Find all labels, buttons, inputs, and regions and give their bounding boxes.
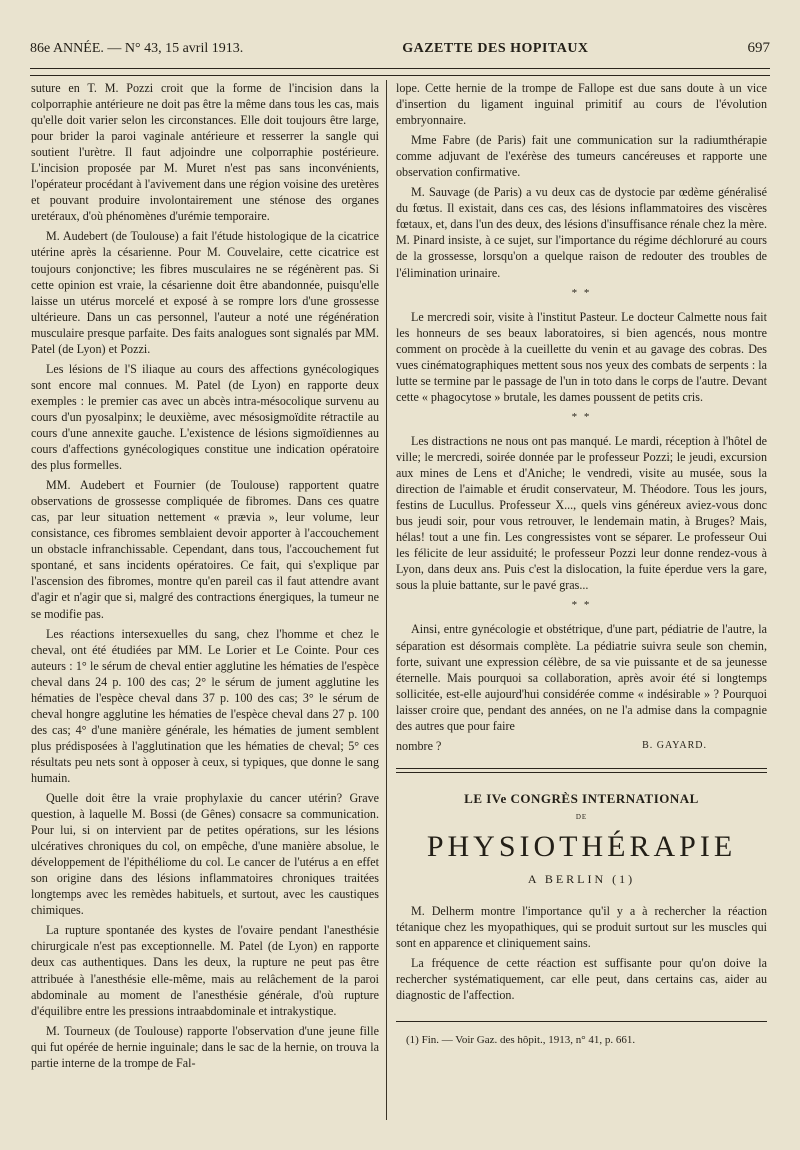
section-separator: * *	[571, 599, 592, 612]
last-line: nombre ?	[396, 738, 442, 753]
section-rule	[396, 768, 767, 773]
paragraph: La fréquence de cette réaction est suffisante pour qu'on doive la rechercher systématiquement, car elle peut, dans certains cas, aider au diagnostic de l'affection.	[396, 956, 767, 1003]
paragraph: M. Sauvage (de Paris) a vu deux cas de dystocie par œdème généralisé du fœtus. Il existait, dans ces cas, des lésions inflammatoires des viscères fœtaux, et, dans l'un des deux, des lésions d'insuffisance rénale chez la mère. M. Pinard insiste, à ce sujet, sur l'importance du régime déchloruré au cours de la grossesse, lorsqu'on a quelque raison de redouter des troubles de l'élimination urinaire.	[396, 185, 767, 280]
paragraph: lope. Cette hernie de la trompe de Fallope est due sans doute à un vice d'insertion du ligament inguinal primitif au cours de l'évolution embryonnaire.	[396, 81, 767, 128]
section-main-title: PHYSIOTHÉRAPIE	[426, 829, 737, 863]
paragraph: M. Tourneux (de Toulouse) rapporte l'observation d'une jeune fille qui fut opérée de hernie inguinale; dans le sac de la hernie, on trouva la partie interne de la trompe de Fal-	[31, 1023, 379, 1070]
section-place: A BERLIN (1)	[527, 871, 636, 886]
paragraph: M. Audebert (de Toulouse) a fait l'étude histologique de la cicatrice utérine après la césarienne. Pour M. Couvelaire, cette cicatrice est toujours conjonctive; les fibres musculaires ne se régénèrent pas. Si cette opinion est vraie, la césarienne doit être abandonnée, puisqu'elle laisse un utérus morcelé et exposé à se rompre lors d'une grossesse ultérieure. Dans un cas personnel, l'auteur a noté une régénération musculaire presque parfaite. Des faits analogues sont signalés par MM. Patel (de Lyon) et Pozzi.	[31, 229, 379, 356]
paragraph: Quelle doit être la vraie prophylaxie du cancer utérin? Grave question, à laquelle M. Bossi (de Gênes) consacre sa communication. Pour lui, si on intervient par de petites opérations, sur les lésions ulcératives chroniques du col, on empêche, d'une manière absolue, le développement de l'épithéliome du col. Le cancer de l'utérus a en effet son origine dans des lésions inflammatoires chroniques traitées longtemps avec les remèdes habituels, et surtout, avec les caustiques chimiques.	[31, 791, 379, 918]
right-column	[396, 80, 767, 1052]
page-header	[30, 40, 770, 64]
paragraph: Les réactions intersexuelles du sang, chez l'homme et chez le cheval, ont été étudiées par MM. Le Lorier et Le Cointe. Pour ces auteurs : 1° le sérum de cheval entier agglutine les hématies de l'espèce cheval dans 24 p. 100 des cas; 2° le sérum de jument agglutine les hématies de l'espèce cheval dans 37 p. 100 des cas; 3° le sérum de cheval hongre agglutine les hématies de l'espèce cheval dans 27 p. 100 des cas; 4° d'une manière générale, les hématies de jument semblent plus prédisposées à l'agglutination que les hématies de cheval; 5° ces résultats peu nets sont à opposer à ceux, si typiques, que donne le sang humain.	[31, 626, 379, 785]
paragraph: MM. Audebert et Fournier (de Toulouse) rapportent quatre observations de grossesse compliquée de fibromes. Dans ces quatre cas, par leur situation nettement « prævia », leur volume, leur consistance, ces fibromes semblaient devoir apporter à l'accouchement un obstacle infranchissable. Cependant, dans tous, l'accouchement fut spontané, et sans incidents opératoires. Ce fait, qui s'explique par l'ascension des fibromes, montre qu'en pareil cas il faut attendre avant d'agir et n'agir que si, malgré des contractions énergiques, la tumeur ne se modifie pas.	[31, 478, 379, 621]
section-heading-de: DE	[575, 812, 588, 821]
paragraph: La rupture spontanée des kystes de l'ovaire pendant l'anesthésie chirurgicale n'est pas exceptionnelle. M. Patel (de Lyon) en rapporte deux cas authentiques. Dans les deux, la rupture ne peut pas être attribuée à l'anesthésie elle-même, mais au relâchement de la paroi abdominale au moment de l'anesthésie générale, d'où rupture d'équilibre entre les pressions intraabdominale et intrakystique.	[31, 923, 379, 1018]
paragraph: Ainsi, entre gynécologie et obstétrique, d'une part, pédiatrie de l'autre, la séparation est désormais complète. La pédiatrie suivra seule son chemin, forte, suivant une expression célèbre, de sa vie puissante et de sa jeunesse éternelle. Mais pourquoi sa collaboration, après avoir été si longtemps sollicitée, est-elle aujourd'hui considérée comme « indésirable » ? Pourquoi laisser croire que, pendant des années, on ne l'a admise dans la compagnie des autres que pour faire	[396, 622, 767, 733]
paragraph: Mme Fabre (de Paris) fait une communication sur la radiumthérapie comme adjuvant de l'exérèse des tumeurs cancéreuses et rapporte une observation confirmative.	[396, 133, 767, 180]
footnote-rule	[396, 1021, 767, 1022]
column-divider	[386, 80, 387, 1120]
article-author: B. GAYARD.	[642, 739, 707, 751]
paragraph: M. Delherm montre l'importance qu'il y a à rechercher la réaction tétanique chez les myopathiques, qui se produit surtout sur les muscles qui sont en apparence et cliniquement sains.	[396, 903, 767, 951]
journal-title: GAZETTE DES HOPITAUX	[402, 41, 589, 56]
paragraph: Le mercredi soir, visite à l'institut Pasteur. Le docteur Calmette nous fait les honneurs de ses beaux laboratoires, si bien agencés, nous montre comment on procède à la cueillette du venin et au gavage des cobras. Des vues cinématographiques mettent sous nos yeux des combats de serpents : la lutte se termine par le passage de l'un in toto dans le corps de l'autre. Devant cette « phagocytose » brutale, les dames poussent de petits cris.	[396, 309, 767, 404]
section-separator: * *	[571, 410, 592, 423]
section-heading: LE IVe CONGRÈS INTERNATIONAL	[464, 790, 699, 806]
footnote: (1) Fin. — Voir Gaz. des hôpit., 1913, n° 41, p. 661.	[406, 1034, 636, 1047]
left-column	[31, 80, 379, 1075]
page-number: 697	[747, 40, 770, 56]
paragraph: Les distractions ne nous ont pas manqué. Le mardi, réception à l'hôtel de ville; le mercredi, soirée donnée par le professeur Pozzi; le jeudi, excursion aux mines de Lens et d'Aniche; le vendredi, visite au musée, sous la direction de l'aimable et érudit conservateur, M. Théodore. Tous les jours, festins de Lucullus. Professeur X..., quels vins généreux aviez-vous donc bus jeudi soir, pour vous retrouver, le lendemain matin, à Bruges? Mais, hélas! tout a une fin. Les congressistes vont se séparer. Le professeur Oui les félicite de leur assiduité; le professeur Pozzi leur donne rendez-vous à Lyon, dans deux ans. Puis c'est la dislocation, la fuite éperdue vers la gare, sous la pluie battante, sur le pavé gras...	[396, 433, 767, 593]
issue-info: 86e ANNÉE. — N° 43, 15 avril 1913.	[30, 41, 244, 56]
section-separator: * *	[571, 286, 592, 299]
signature-line	[396, 738, 767, 754]
header-rule	[30, 68, 770, 76]
paragraph: suture en T. M. Pozzi croit que la forme de l'incision dans la colporraphie antérieure ne doit pas être la même dans tous les cas, mais qu'elle doit varier selon les circonstances. Elle doit toujours être large, pour brider la paroi vaginale antérieure et resserrer la sangle qui soutient l'urètre. Il faut adjoindre une colporraphie postérieure. L'incision proposée par M. Muret n'est pas sans inconvénients, l'opérateur procédant à l'avivement dans une région voisine des uretères et pouvant produire involontairement une sténose des organes uretéraux, d'où phénomènes d'urémie temporaire.	[31, 81, 379, 224]
paragraph: Les lésions de l'S iliaque au cours des affections gynécologiques sont encore mal connues. M. Patel (de Lyon) en rapporte deux exemples : le premier cas avec un abcès intra-mésocolique survenu au cours d'un pyosalpinx; le deuxième, avec mésosigmoïdite rétractile au cours d'une annexite gauche. L'existence de lésions sigmoïdiennes au cours d'affections gynécologiques constitue une indication opératoire des plus formelles.	[31, 361, 379, 473]
